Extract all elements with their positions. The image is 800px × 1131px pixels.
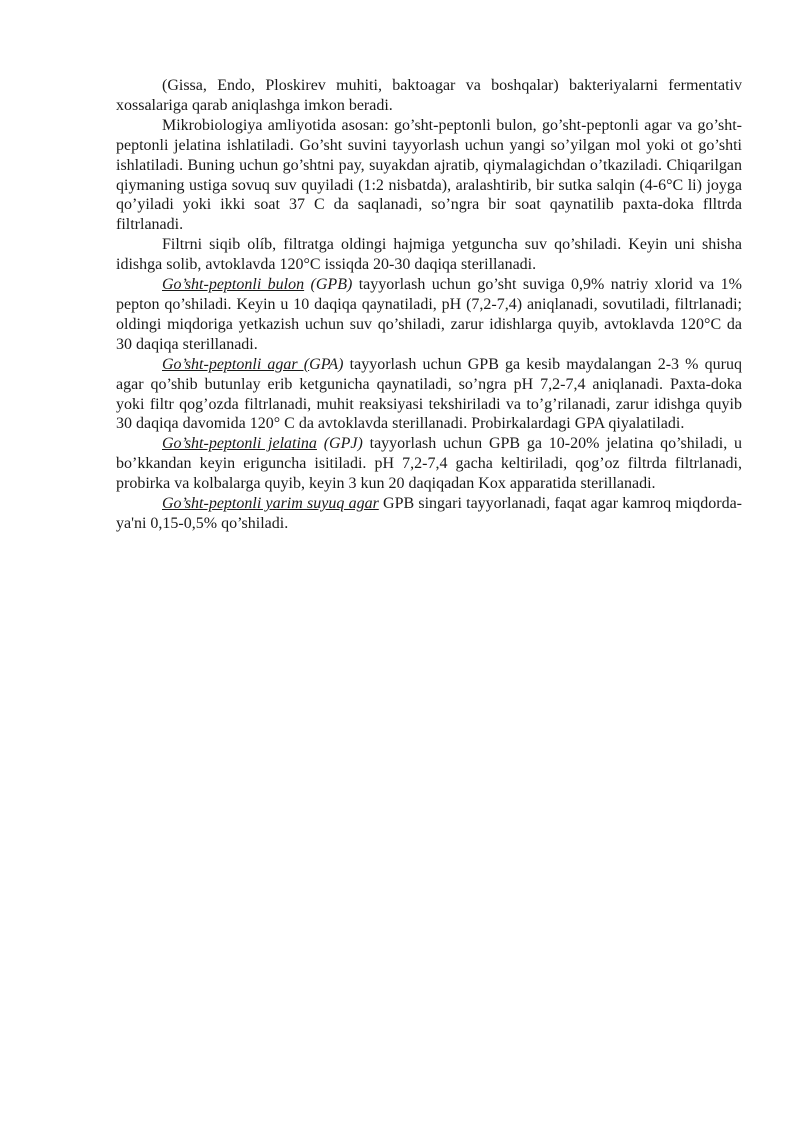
term-semisolid-agar: Go’sht-peptonli yarim suyuq agar bbox=[162, 495, 379, 513]
paragraph-text: tayyorlash uchun go’sht suviga 0,9% natriy xlorid va 1% pepton qo’shiladi. Keyin u 10 daqiqa qaynatiladi, pH (7,2-7,4) aniqlanadi, sovutiladi, filtrlanadi; oldingi miqdoriga yetkazish uchun suv qo’shiladi, zarur idishlarga quyib, avtoklavda 120°C da 30 daqiqa sterillanadi. bbox=[116, 276, 743, 353]
paragraph-text: tayyorlash uchun GPB ga kesib maydalangan 2-3 % quruq agar qo’shib butunlay erib ketgunicha qaynatiladi, so’ngra pH 7,2-7,4 aniqlanadi. Paxta-doka yoki filtr qog’ozda filtrlanadi, muhit reaksiyasi tekshiriladi va to’g’rilanadi, zarur idishga quyib 30 daqiqa davomida 120° C da avtoklavda sterillanadi. Probirkalardagi GPA qiyalatiladi. bbox=[116, 355, 743, 433]
paragraph-gpa bbox=[116, 355, 742, 435]
paragraph-media-overview bbox=[116, 116, 742, 235]
term-gpa: Go’sht-peptonli agar ( bbox=[162, 355, 310, 373]
term-gpb: Go’sht-peptonli bulon bbox=[162, 276, 305, 294]
paragraph-text: Filtrni siqib olíb, filtratga oldingi hajmiga yetguncha suv qo’shiladi. Keyin uni shisha idishga solib, avtoklavda 120°C issiqda 20-30 daqiqa sterillanadi. bbox=[116, 236, 742, 274]
term-abbr-gpb: (GPB) bbox=[304, 276, 353, 294]
paragraph-gpj bbox=[116, 434, 742, 494]
paragraph-text: GPB singari tayyorlanadi, faqat agar kamroq miqdorda-ya'ni 0,15-0,5% qo’shiladi. bbox=[116, 495, 742, 532]
document-page bbox=[116, 76, 742, 534]
paragraph-gpb bbox=[116, 275, 742, 355]
paragraph-text: (Gissa, Endo, Ploskirev muhiti, baktoagar va boshqalar) bakteriyalarni fermentativ xossalariga qarab aniqlashga imkon beradi. bbox=[116, 77, 742, 114]
paragraph-text: Mikrobiologiya amliyotida asosan: go’sht-peptonli bulon, go’sht-peptonli agar va go’sht-peptonli jelatina ishlatiladi. Go’sht suvini tayyorlash uchun yangi so’yilgan mol yoki ot go’shti ishlatiladi. Buning uchun go’shtni pay, suyakdan ajratib, qiymalagichdan o’tkaziladi. Chiqarilgan qiymaning ustiga sovuq suv quyiladi (1:2 nisbatda), aralashtirib, bir sutka salqin (4-6°C li) joyga qo’yiladi yoki ikki soat 37 C da saqlanadi, so’ngra bir soat qaynatilib paxta-doka flltrda filtrlanadi. bbox=[116, 116, 742, 234]
paragraph-text: tayyorlash uchun GPB ga 10-20% jelatina qo’shiladi, u bo’kkandan keyin eriguncha isitiladi. pH 7,2-7,4 gacha keltiriladi, qog’oz filtrda filtrlanadi, probirka va kolbalarga quyib, keyin 3 kun 20 daqiqadan Kox apparatida sterillanadi. bbox=[116, 435, 743, 493]
term-abbr-gpa: GPA) bbox=[309, 355, 344, 373]
term-gpj: Go’sht-peptonli jelatina bbox=[162, 435, 317, 453]
term-abbr-gpj: (GPJ) bbox=[316, 435, 363, 453]
paragraph-semisolid-agar bbox=[116, 494, 742, 534]
paragraph-filtration bbox=[116, 235, 742, 275]
paragraph-intro bbox=[116, 76, 742, 116]
